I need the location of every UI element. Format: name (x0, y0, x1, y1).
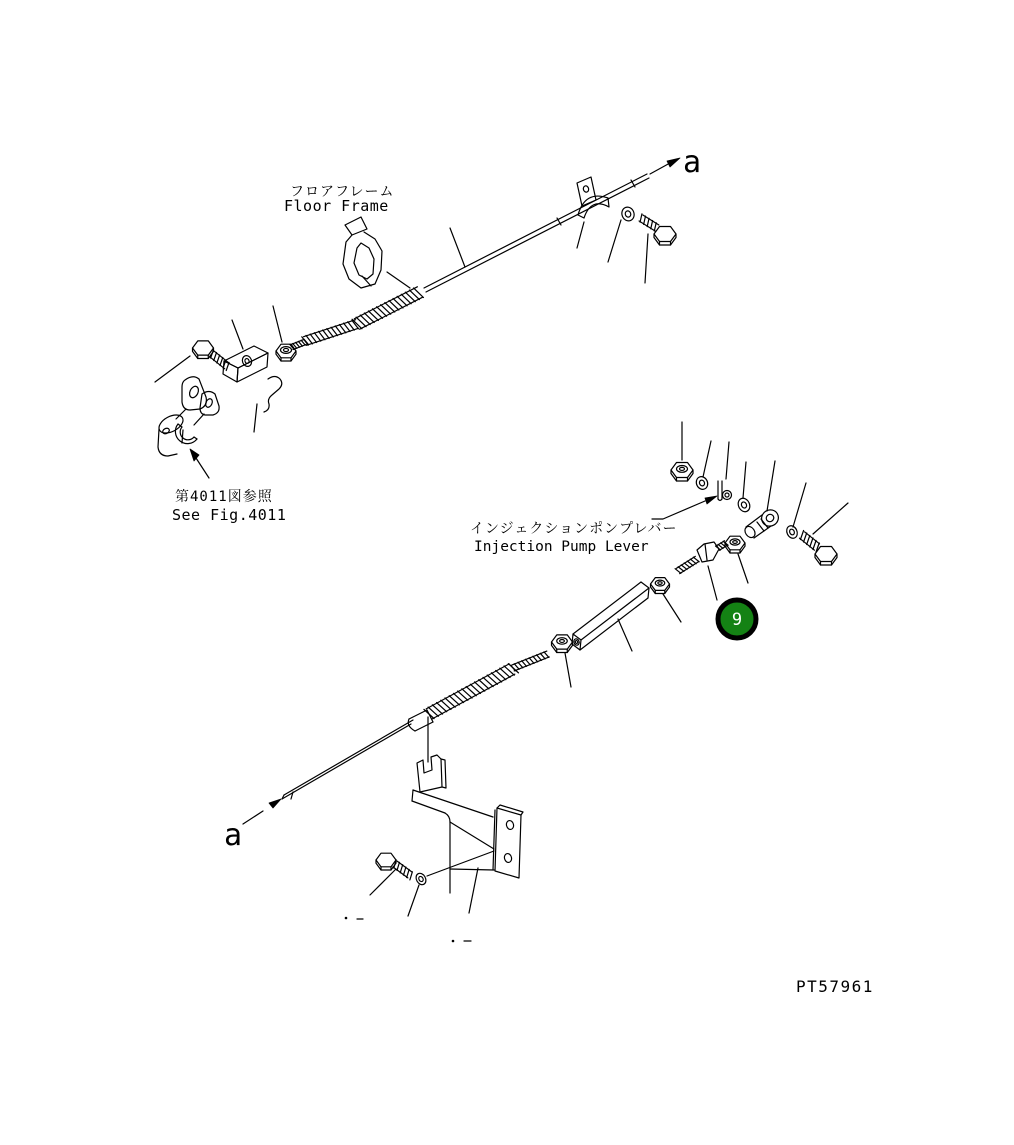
washer-a (694, 475, 709, 491)
leader-line (767, 461, 775, 511)
leader-line (565, 653, 571, 687)
leader-line (813, 503, 848, 534)
leader-line (738, 554, 748, 583)
cable-spring-large-upper (352, 287, 423, 329)
leader-line (370, 869, 396, 895)
leader-line (608, 220, 621, 262)
mark-dot (452, 940, 455, 943)
spring-clip (264, 377, 282, 413)
injection-pump-lever-label-en: Injection Pump Lever (474, 539, 649, 555)
cable-spring-small-upper (302, 320, 359, 346)
clevis-pin (718, 481, 732, 501)
leader-line (469, 868, 478, 913)
injection-pump-lever-label-jp: インジェクションポンプレバー (470, 521, 678, 537)
label-leader-arrow (652, 496, 717, 519)
section-arrow-top (650, 158, 680, 174)
mounting-bracket (412, 755, 523, 878)
see-figure-label-jp: 第4011図参照 (175, 489, 273, 505)
leader-line (743, 462, 746, 498)
leader-line (273, 306, 282, 342)
leader-line (703, 441, 711, 477)
rod-end (743, 507, 781, 540)
leader-line (663, 594, 681, 622)
floor-frame-label-jp: フロアフレーム (290, 184, 395, 200)
section-marker-top-label: a (683, 145, 702, 180)
see-figure-label-en: See Fig.4011 (172, 506, 287, 524)
washer-c (785, 524, 800, 540)
cable-thread-upper (290, 339, 308, 349)
see-figure-arrow (190, 449, 209, 478)
nut-left (276, 344, 296, 361)
bolt-c (376, 853, 412, 880)
mark-dot (345, 917, 348, 920)
square-bar (572, 582, 649, 650)
washer-b (736, 496, 752, 513)
leader-line (408, 885, 419, 916)
lever-assembly-fig4011 (156, 377, 219, 456)
nut-a (671, 463, 693, 481)
adjusting-rod (675, 541, 728, 574)
leader-line (427, 851, 494, 876)
leader-line (793, 483, 806, 527)
leader-line (726, 442, 729, 479)
part-callout-9[interactable] (718, 600, 756, 638)
leader-line (618, 619, 632, 651)
nut-c (651, 578, 670, 594)
leader-line (645, 234, 648, 283)
leader-line (577, 222, 584, 248)
washer-upper (620, 205, 636, 222)
section-marker-bottom-label: a (224, 818, 243, 853)
leader-line (254, 404, 257, 432)
bolt-b (799, 531, 837, 565)
throttle-cable-lower (282, 651, 549, 799)
section-arrow-bottom (243, 799, 281, 824)
leader-line (708, 566, 717, 600)
floor-frame-label-en: Floor Frame (284, 197, 389, 215)
leader-line (232, 320, 243, 349)
drawing-number: PT57961 (796, 977, 874, 996)
floor-frame-clip (343, 217, 382, 288)
cable-clamp-block (223, 346, 268, 382)
bolt-upper (639, 214, 676, 245)
callout-number: 9 (731, 610, 743, 630)
nut-d (552, 635, 573, 653)
washer-d (414, 872, 428, 887)
leader-line (450, 228, 465, 267)
leader-line (387, 272, 410, 288)
leader-line (155, 356, 190, 382)
